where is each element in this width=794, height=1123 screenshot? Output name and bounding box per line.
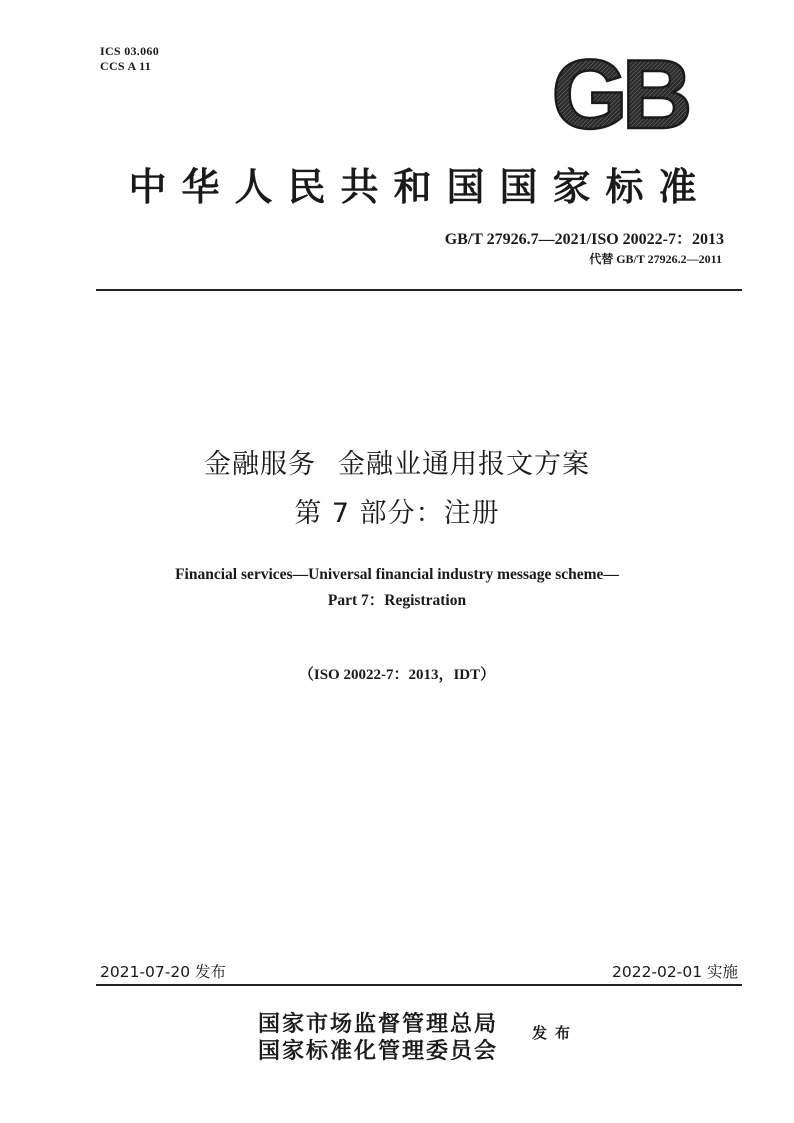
- chinese-main-title: [0, 447, 794, 483]
- issuer-samr: 国家市场监督管理总局: [258, 1011, 499, 1037]
- adoption-reference: （ISO 20022-7：2013，IDT）: [298, 667, 496, 683]
- classification-codes: [100, 44, 159, 74]
- implementation-date: 2022-02-01 实施: [611, 963, 738, 981]
- release-label: 发布: [532, 1024, 579, 1042]
- header-divider: [96, 289, 742, 291]
- publish-date: 2021-07-20 发布: [100, 963, 227, 981]
- ics-code: ICS 03.060: [100, 44, 160, 58]
- standard-code: GB/T 27926.7—2021/ISO 20022-7：2013: [444, 231, 724, 248]
- title-domain: 金融服务: [204, 449, 316, 480]
- chinese-part-title: 第 7 部分：注册: [294, 498, 500, 529]
- svg-text:GB: GB: [551, 52, 687, 134]
- english-title-line1: Financial services—Universal financial industry message scheme—: [175, 566, 619, 583]
- replaces-standard: 代替 GB/T 27926.2—2011: [589, 252, 722, 266]
- issuer-sac: 国家标准化管理委员会: [258, 1038, 499, 1064]
- english-title-line2: Part 7：Registration: [327, 592, 467, 609]
- national-standard-title: 中华人民共和国国家标准: [128, 164, 712, 209]
- gb-logo: [540, 52, 698, 134]
- ccs-code: CCS A 11: [100, 59, 152, 73]
- title-scheme: 金融业通用报文方案: [338, 449, 590, 480]
- footer-divider: [96, 984, 742, 986]
